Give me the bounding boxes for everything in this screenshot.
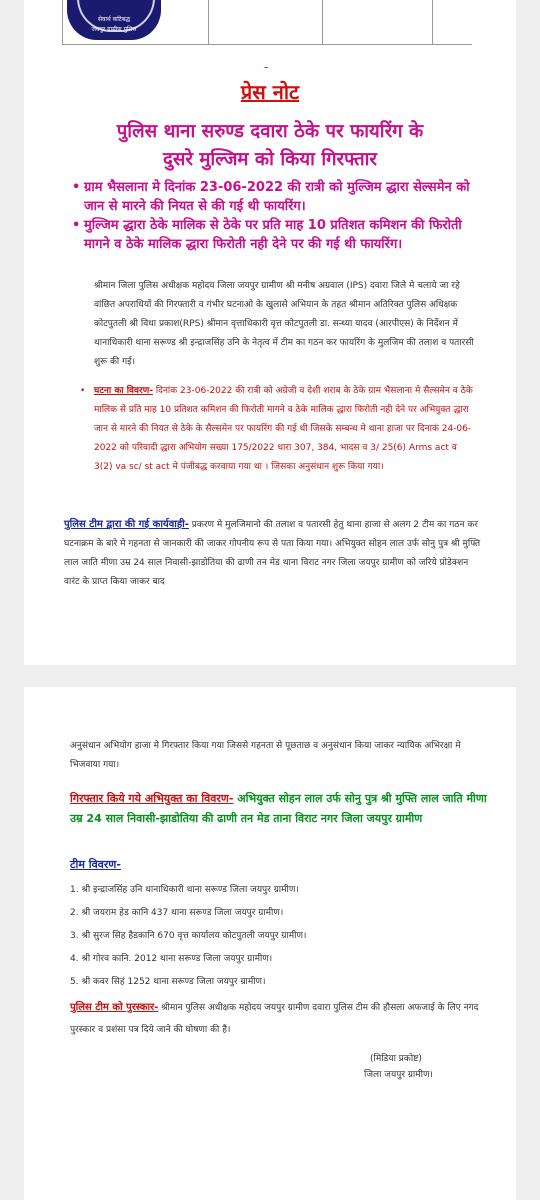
investigation-paragraph: अनुसंधान अभियोग हाजा मे गिरफ्तार किया गया जिससे गहनता से पूछताछ व अनुसंधान किया जाकर न्यायिक अभिरक्षा मे भिजवाया गया।	[70, 741, 461, 770]
team-action-label: पुलिस टीम द्वारा की गई कार्यवाही-	[64, 519, 189, 530]
bullet-dot-icon: •	[72, 180, 81, 195]
arrested-label: गिरफ्तार किये गये अभियुक्त का विवरण-	[70, 792, 234, 805]
reward-text: श्रीमान पुलिस अधीक्षक महोदय जयपुर ग्रामीण दवारा पुलिस टीम की हौसला अफजाई के लिए नगद पुरस्कार व प्रशंसा पत्र दिये जाने की घोषणा की है।	[70, 1003, 479, 1035]
signature-line-1: (मिडिया प्रकोष्ट)	[370, 1054, 422, 1064]
team-action-text: प्रकरण मे मुलजिमानो की तलाश व पतारसी हेतु थाना हाजा से अलग 2 टीम का गठन कर घटनाक्रम के बारे मे गहनता से जानकारी की जाकर गोपनीय रूप से पता किया गया। अभियुक्त सोहन लाल उर्फ सोनु पुत्र श्री मुफ्ति लाल जाति मीणा उम्र 24 साल निवासी-झाडोतिया की ढाणी तन मेड थाना विराट नगर जिला जयपुर ग्रामीण को जरिये प्रोडेक्शन वारंट के प्राप्त किया जाकर बाद	[64, 520, 481, 587]
list-item: 5. श्री कवर सिहं 1252 थाना सरूण्ड जिला जयपुर ग्रामीण।	[70, 977, 266, 987]
incident-text: दिनांक 23-06-2022 की रात्री को अग्रेजी व देशी शराब के ठेके ग्राम भैसलाना मे सैल्समेन व ठेके मालिक से प्रति माह 10 प्रतिशत कमिशन की फिरोती मागने व ठेके मालिक द्धारा फिरोती नही देने पर अभियुक्त द्धारा जान से मारने की नियत से ठेके के सैल्समेन पर फायरिंग की गई थी जिसके सम्बन्ध मे थाना हाजा पर दिनाकं 24-06-2022 को परिवादी द्धारा अभियोग सख्या 175/2022 धारा 307, 384, भादस व 3/ 25(6) Arms act व 3(2) va sc/ st act मे पंजीबद्ध करवाया गया था । जिसका अनुसंधान शुरू किया गया।	[94, 386, 473, 472]
list-item: 2. श्री जयराम हेड कानि 437 थाना सरूण्ड जिला जयपुर ग्रामीण।	[70, 908, 284, 918]
headline-line-1: पुलिस थाना सरुण्ड दवारा ठेके पर फायरिंग के	[116, 121, 424, 142]
list-item: 4. श्री गोरव कानि. 2012 थाना सरूण्ड जिला जयपुर ग्रामीण।	[70, 954, 273, 964]
document-page-1	[24, 0, 516, 665]
arrested-text: अभियुक्त सोहन लाल उर्फ सोनु पुत्र श्री मुफ्ति लाल जाति मीणा उम्र 24 साल निवासी-झाडोतिया की ढाणी तन मेड ताना विराट नगर जिला जयपुर ग्रामीण	[70, 792, 487, 825]
bullet-1	[72, 178, 476, 216]
header-table	[62, 0, 472, 45]
police-logo	[67, 0, 161, 40]
incident-paragraph	[80, 382, 474, 477]
incident-label: घटना का विवरण-	[94, 386, 153, 396]
bullet-dot-icon: •	[72, 218, 81, 233]
header-cell-logo	[62, 0, 169, 44]
logo-text-2: जयपुर ग्रामीण पुलिस	[91, 26, 137, 33]
bullet-text: ग्राम भैसलाना मे दिनांक 23-06-2022 की रात्री को मुल्जिम द्धारा सेल्समेन को जान से मारने की नियत से की गई थी फायरिंग।	[84, 180, 470, 214]
arrested-paragraph	[70, 789, 490, 829]
bullet-2	[72, 216, 476, 254]
reward-paragraph	[70, 997, 490, 1041]
header-divider	[208, 0, 209, 44]
page-title: प्रेस नोट	[240, 80, 300, 104]
team-heading: टीम विवरण-	[70, 858, 121, 871]
header-divider	[322, 0, 323, 44]
bullet-text: मुल्जिम द्धारा ठेके मालिक से ठेके पर प्रति माह 10 प्रतिशत कमिशन की फिरोती मागने व ठेके मालिक द्धारा फिरोती नही देने पर की गई थी फायरिंग।	[84, 218, 462, 252]
headline-line-2: दुसरे मुल्जिम को किया गिरफ्तार	[163, 149, 377, 170]
list-item: 3. श्री सुरज सिह हैडकानि 670 वृत्त कार्यालय कोटपुतली जयपुर ग्रामीण।	[70, 931, 307, 941]
team-action-paragraph	[64, 515, 484, 592]
logo-text-1: सेवार्थ कटिबद्ध	[97, 16, 131, 23]
list-item: 1. श्री इन्द्राजसिंह उनि थानाधिकारी थाना सरूण्ड जिला जयपुर ग्रामीण।	[70, 885, 299, 895]
document-page-2	[24, 687, 516, 1200]
bullet-dot-icon: •	[80, 386, 86, 396]
signature-line-2: जिला जयपुर ग्रामीण।	[364, 1070, 433, 1080]
reward-label: पुलिस टीम को पुरस्कार-	[70, 1002, 159, 1013]
title-mark: -	[264, 60, 269, 74]
body-paragraph: श्रीमान जिला पुलिस अधीक्षक महोदय जिला जयपुर ग्रामीण श्री मनीष अग्रवाल (IPS) दवारा जिले मे चलाये जा रहे वांछित अपराधियों की गिरफ्तारी व गंभीर घटनाओ के खुलासे अभियान के तहत श्रीमान अतिरिक्त पुलिस अधिक्षक कोटपुतली श्री विधा प्रकाश(RPS) श्रीमान वृत्ताधिकारी वृत्त कोटपुतली डा. सन्ध्या यादव (आरपीएस) के निर्देशन में थानाधिकारी थाना सरूण्ड श्री इन्द्राजसिंह उनि के नेतृत्व में टीम का गठन कर फायरिंग के मुलजिम की तलाश व पतारसी शुरू की गई।	[94, 281, 474, 367]
header-divider	[432, 0, 433, 44]
team-list	[70, 879, 490, 994]
